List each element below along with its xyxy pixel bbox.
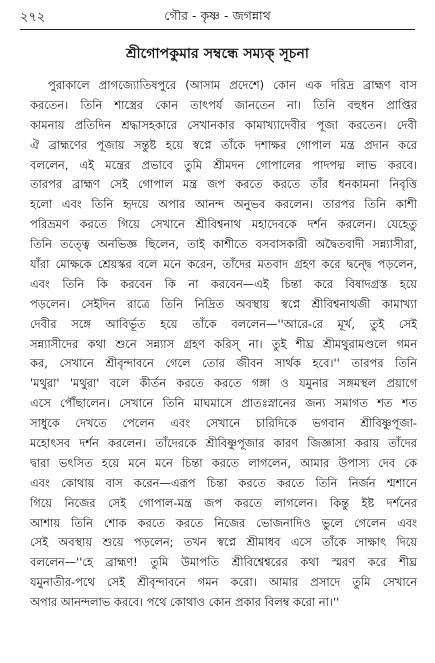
- running-head: গৌর - কৃষ্ণ - জগন্নাথ: [164, 8, 271, 23]
- text-line: আশায় তিনি শোক করতে করতে নিজের ভোজনাদিও ভুলে গেলেন এবং: [30, 515, 417, 530]
- text-line: এবং কোথায় বাস করেন—এরূপ চিন্তা করতে করতে তিনি নির্জন শ্মশানে: [30, 475, 417, 490]
- text-line: সন্ন্যাসীদের কথা শুনে সন্ন্যাস গ্রহণ করিস্ না। তুই শীঘ্র শ্রীমথুরামণ্ডলে গমন: [30, 336, 417, 351]
- body-text: [30, 76, 417, 613]
- section-title: শ্রীগোপকুমার সম্বন্ধে সম্যক্ সূচনা: [126, 46, 309, 62]
- page-number: ২৭২: [20, 10, 46, 25]
- text-line: বললেন, এই মন্ত্রের প্রভাবে তুমি শ্রীমদন গোপালের পাদপদ্ম লাভ করবে।: [30, 157, 417, 172]
- text-line: করতেন। তিনি শাস্ত্রের কোন তাৎপর্য জানতেন না। তিনি বহুধন প্রাপ্তির: [30, 97, 417, 112]
- page-header: [20, 6, 415, 28]
- text-line: ঐ ব্রাহ্মণের পূজায় সন্তুষ্ট হয়ে স্বপ্নে তাঁকে দশাক্ষর গোপাল মন্ত্র প্রদান করে: [30, 137, 417, 152]
- text-line: এসে পৌঁছালেন। সেখানে তিনি মাঘমাসে প্রাতঃস্নানের জন্য সমাগত শত শত: [30, 396, 417, 411]
- text-line: হলো এবং তিনি হৃদয়ে অপার আনন্দ অনুভব করলেন। তারপর তিনি কাশী: [30, 197, 417, 212]
- text-line: অপার আনন্দলাভ করবে। পথে কোথাও কোন প্রকার বিলম্ব করো না।'': [30, 595, 340, 610]
- text-line: 'মথুরা' 'মথুরা' বলে কীর্তন করতে করতে গঙ্গা ও যমুনার সঙ্গমস্থল প্রয়াগে: [30, 376, 417, 391]
- text-line: সেই অবস্থায় শুয়ে পড়লেন; তখন স্বপ্নে শ্রীমাধব এসে তাঁকে সাক্ষাৎ দিয়ে: [30, 535, 417, 550]
- text-line: পরিভ্রমণ করতে গিয়ে সেখানে শ্রীবিশ্বনাথ মহাদেবকে দর্শন করলেন। যেহেতু: [30, 217, 417, 232]
- header-rule: [20, 29, 415, 30]
- text-line: দেবীর সঙ্গে আবির্ভূত হয়ে তাঁকে বললেন—''আরে-রে মূর্খ, তুই সেই: [30, 316, 417, 331]
- text-line: পুরাকালে প্রাগজ্যোতিষপুরে (আসাম প্রদেশে) কোন এক দরিদ্র ব্রাহ্মণ বাস: [48, 78, 417, 92]
- text-line: বললেন—''হে ব্রাহ্মণ! তুমি উমাপতি শ্রীবিশ্বেশ্বরের কথা স্মরণ করে শীঘ্র: [30, 555, 417, 570]
- text-line: দ্বারা ভৎসিত হয়ে মনে মনে চিন্তা করতে লাগলেন, আমার উপাস্য দেব কে: [30, 455, 417, 470]
- text-line: তারপর ব্রাহ্মণ সেই গোপাল মন্ত্র জপ করতে করতে তাঁর ধনকামনা নিবৃত্তি: [30, 177, 417, 192]
- text-line: যাঁরা মোক্ষকে শ্রেয়স্কর বলে মনে করেন, তাঁদের মতবাদ গ্রহণ করে দ্বন্দ্বে পড়লেন,: [30, 257, 417, 272]
- text-line: এবং তিনি কি করবেন কি না করবেন—এই চিন্তা করে বিষাদগ্রস্ত হয়ে: [30, 276, 417, 291]
- text-line: মহোৎসব দর্শন করলেন। তাঁদেরকে শ্রীবিষ্ণুপূজার কারণ জিজ্ঞাসা করায় তাঁদের: [30, 436, 417, 451]
- text-line: সাধুকে দেখতে পেলেন এবং সেখানে চারিদিকে ভগবান শ্রীবিষ্ণুপূজা-: [30, 416, 417, 431]
- text-line: কর, সেখানে শ্রীবৃন্দাবনে গেলে তোর জীবন সার্থক হবে।'' তারপর তিনি: [30, 356, 417, 371]
- text-line: গিয়ে নিজের সেই গোপাল-মন্ত্র জপ করতে লাগলেন। কিন্তু ইষ্ট দর্শনের: [30, 495, 417, 510]
- text-line: তিনি তত্ত্বে অনভিজ্ঞ ছিলেন, তাই কাশীতে বসবাসকারী অদ্বৈতবাদী সন্ন্যাসীরা,: [30, 237, 417, 252]
- text-line: পড়লেন। সেইদিন রাত্রে তিনি নিদ্রিত অবস্থায় স্বপ্নে শ্রীবিশ্বনাথজী কামাখ্যা: [30, 296, 417, 311]
- text-line: যমুনাতীর-পথে সেই শ্রীবৃন্দাবনে গমন করো। আমার প্রসাদে তুমি সেখানে: [30, 575, 417, 590]
- text-line: কামনায় প্রতিদিন শ্রদ্ধাসহকারে সেখানকার কামাখ্যাদেবীর পূজা করতেন। দেবী: [30, 117, 417, 132]
